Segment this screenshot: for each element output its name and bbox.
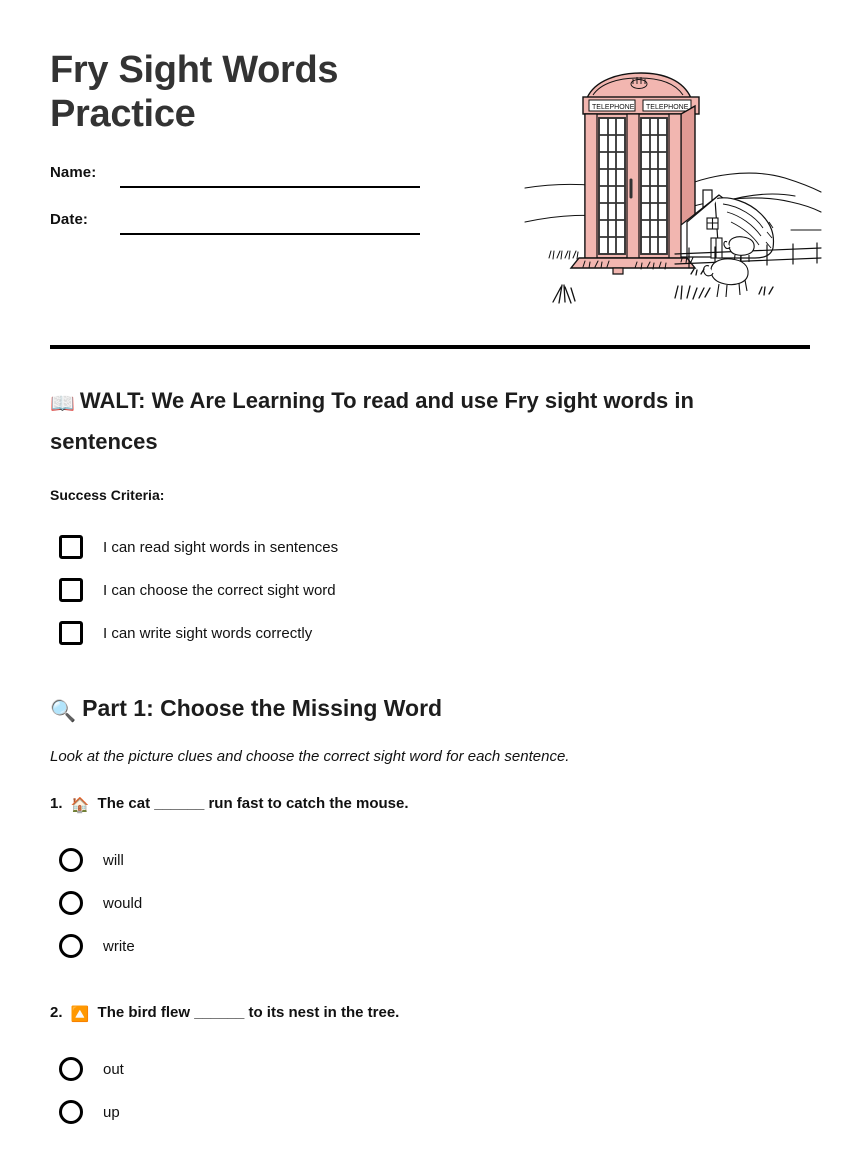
name-field-row — [50, 164, 430, 188]
telephone-box-illustration — [523, 62, 823, 312]
question-2-text-after: to its nest in the tree. — [248, 1004, 400, 1021]
option-label: out — [103, 1060, 124, 1078]
question-1-text-before: The cat — [97, 795, 151, 812]
list-item[interactable] — [50, 1098, 810, 1126]
part-1-instructions: Look at the picture clues and choose the correct sight word for each sentence. — [50, 748, 570, 765]
walt-heading — [50, 382, 765, 461]
part-1-heading — [50, 695, 810, 724]
up-arrow-icon: 🔼 — [70, 1006, 90, 1023]
option-label: would — [103, 894, 143, 912]
success-criteria-list — [50, 533, 810, 647]
question-2-options — [50, 1055, 810, 1126]
criteria-label: I can read sight words in sentences — [103, 538, 339, 556]
option-label: write — [103, 937, 135, 955]
checkbox-icon[interactable] — [59, 621, 83, 645]
question-1 — [50, 795, 810, 960]
open-book-icon: 📖 — [50, 393, 75, 415]
criteria-label: I can write sight words correctly — [103, 624, 313, 642]
name-field-label: Name: — [50, 164, 97, 181]
name-field-writing-line[interactable] — [120, 186, 420, 188]
criteria-label: I can choose the correct sight word — [103, 581, 336, 599]
question-2-blank[interactable]: ______ — [194, 1004, 245, 1021]
checkbox-icon[interactable] — [59, 578, 83, 602]
telephone-sign-right-text: TELEPHONE — [646, 104, 689, 111]
date-field-row — [50, 211, 430, 235]
question-1-text — [50, 795, 810, 814]
success-criteria-heading: Success Criteria: — [50, 487, 165, 503]
list-item[interactable] — [50, 932, 810, 960]
question-2-text-before: The bird flew — [97, 1004, 191, 1021]
list-item[interactable] — [50, 576, 810, 604]
date-field-label: Date: — [50, 211, 89, 228]
list-item[interactable] — [50, 619, 810, 647]
radio-button-icon[interactable] — [59, 934, 83, 958]
question-1-number: 1. — [50, 795, 63, 812]
list-item[interactable] — [50, 889, 810, 917]
date-field-writing-line[interactable] — [120, 233, 420, 235]
radio-button-icon[interactable] — [59, 891, 83, 915]
list-item[interactable] — [50, 846, 810, 874]
house-icon: 🏠 — [70, 797, 90, 814]
checkbox-icon[interactable] — [59, 535, 83, 559]
magnifying-glass-icon: 🔍 — [50, 700, 77, 723]
question-2-number: 2. — [50, 1004, 63, 1021]
option-label: up — [103, 1103, 120, 1121]
question-1-options — [50, 846, 810, 960]
list-item[interactable] — [50, 533, 810, 561]
walt-text: WALT: We Are Learning To read and use Fry sight words in sentences — [50, 388, 694, 454]
question-2-text — [50, 1004, 810, 1023]
part-1-heading-text: Part 1: Choose the Missing Word — [82, 695, 443, 721]
radio-button-icon[interactable] — [59, 1057, 83, 1081]
radio-button-icon[interactable] — [59, 1100, 83, 1124]
question-2 — [50, 1004, 810, 1126]
question-1-text-after: run fast to catch the mouse. — [208, 795, 409, 812]
header-divider — [50, 345, 810, 349]
page-title: Fry Sight Words Practice — [50, 49, 339, 135]
radio-button-icon[interactable] — [59, 848, 83, 872]
telephone-sign-left-text: TELEPHONE — [592, 104, 635, 111]
worksheet-body — [50, 382, 810, 1141]
option-label: will — [103, 851, 124, 869]
question-1-blank[interactable]: ______ — [154, 795, 205, 812]
worksheet-header — [0, 0, 860, 300]
list-item[interactable] — [50, 1055, 810, 1083]
